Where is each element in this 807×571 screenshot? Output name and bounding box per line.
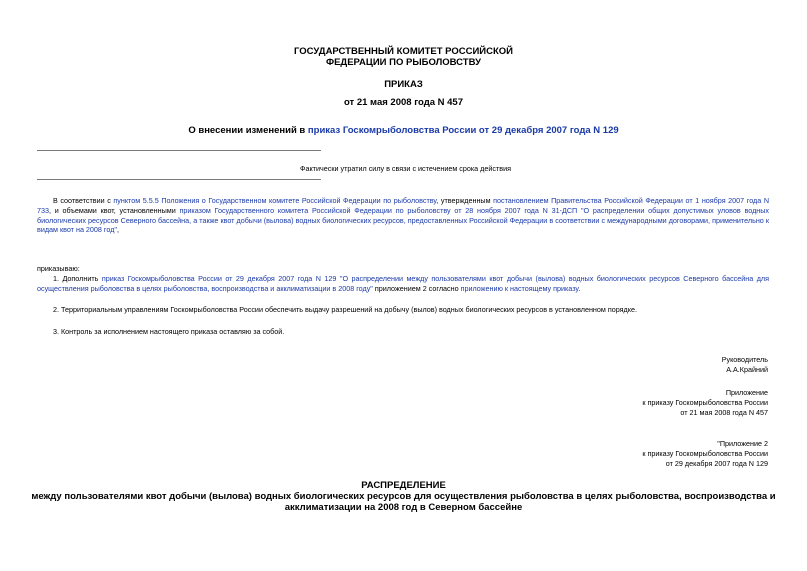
preamble-text-3: , и объемами квот, установленными: [49, 205, 180, 215]
appendix2-reference: [642, 439, 768, 468]
doc-date: от 21 мая 2008 года N 457: [343, 97, 464, 108]
appendix2-ref-line2: к приказу Госкомрыболовства России: [642, 448, 768, 458]
signature-position: Руководитель: [721, 355, 768, 364]
appendix-ref-line3: от 21 мая 2008 года N 457: [680, 407, 768, 417]
org-name-line1: ГОСУДАРСТВЕННЫЙ КОМИТЕТ РОССИЙСКОЙ: [293, 46, 514, 57]
order-word: приказываю:: [37, 264, 80, 273]
item-2-paragraph: 2. Территориальным управлениям Госкомрыболовства России обеспечить выдачу разрешений на добычу (вылов) водных биологических ресурсов в установленном порядке.: [53, 305, 637, 314]
divider-top: [37, 150, 321, 151]
preamble-link-decree[interactable]: постановлением Правительства Российской Федерации от 1 ноября 2007 года N 733: [37, 196, 770, 215]
item-3-paragraph: 3. Контроль за исполнением настоящего приказа оставляю за собой.: [53, 327, 285, 336]
preamble-text-1: В соответствии с: [53, 196, 114, 205]
appendix-ref-line1: Приложение: [725, 388, 768, 397]
item1-text-3: .: [578, 283, 581, 293]
doc-type: ПРИКАЗ: [384, 79, 423, 90]
signature-name: А.А.Крайний: [726, 364, 768, 374]
distribution-heading: РАСПРЕДЕЛЕНИЕ: [361, 480, 446, 491]
distribution-subtitle-line1: между пользователями квот добычи (вылова) водных биологических ресурсов для осуществления рыболовства в целях рыболовства, воспроизводства и: [31, 491, 776, 502]
item1-text-1: 1. Дополнить: [53, 274, 102, 283]
status-note: Фактически утратил силу в связи с истечением срока действия: [300, 164, 511, 173]
preamble-text-2: , утвержденным: [436, 196, 494, 205]
org-name-line2: ФЕДЕРАЦИИ ПО РЫБОЛОВСТВУ: [325, 57, 481, 68]
title-link[interactable]: приказ Госкомрыболовства России от 29 декабря 2007 года N 129: [307, 125, 619, 136]
document-title: [0, 125, 807, 136]
preamble-paragraph: [37, 196, 769, 235]
item1-text-2: приложением 2 согласно: [372, 283, 461, 293]
appendix-ref-line2: к приказу Госкомрыболовства России: [642, 397, 768, 407]
distribution-subtitle-line2: акклиматизации на 2008 год в Северном бассейне: [284, 502, 523, 513]
divider-bottom: [37, 179, 321, 180]
item-1-paragraph: [37, 274, 769, 294]
preamble-link-regulation[interactable]: пунктом 5.5.5 Положения о Государственном комитете Российской Федерации по рыболовству: [113, 196, 437, 205]
preamble-text-4: ,: [116, 225, 119, 235]
appendix2-ref-line1: "Приложение 2: [717, 439, 768, 448]
signature-block: [722, 355, 768, 375]
preamble-link-order[interactable]: приказом Государственного комитета Российской Федерации по рыболовству от 28 ноября 2007 года N 31-ДСП "О распределении общих допустимых уловов водных биологических ресурсов Северного бассейна, а также квот добычи (вылова) водных биологических ресурсов, предоставленных Российской Федерации в соответствии с международными договорами, применительно к видам квот на 2008 год": [37, 205, 769, 235]
item1-link-order[interactable]: приказ Госкомрыболовства России от 29 декабря 2007 года N 129 "О распределении между пользователями квот добычи (вылова) водных биологических ресурсов Северного бассейна для осуществления рыболовства в целях рыболовства, воспроизводства и акклиматизации в 2008 году": [37, 274, 770, 293]
title-prefix: О внесении изменений в: [188, 125, 308, 136]
item1-link-appendix[interactable]: приложению к настоящему приказу: [460, 283, 579, 293]
appendix2-ref-line3: от 29 декабря 2007 года N 129: [665, 458, 768, 468]
appendix-reference: [642, 388, 768, 417]
